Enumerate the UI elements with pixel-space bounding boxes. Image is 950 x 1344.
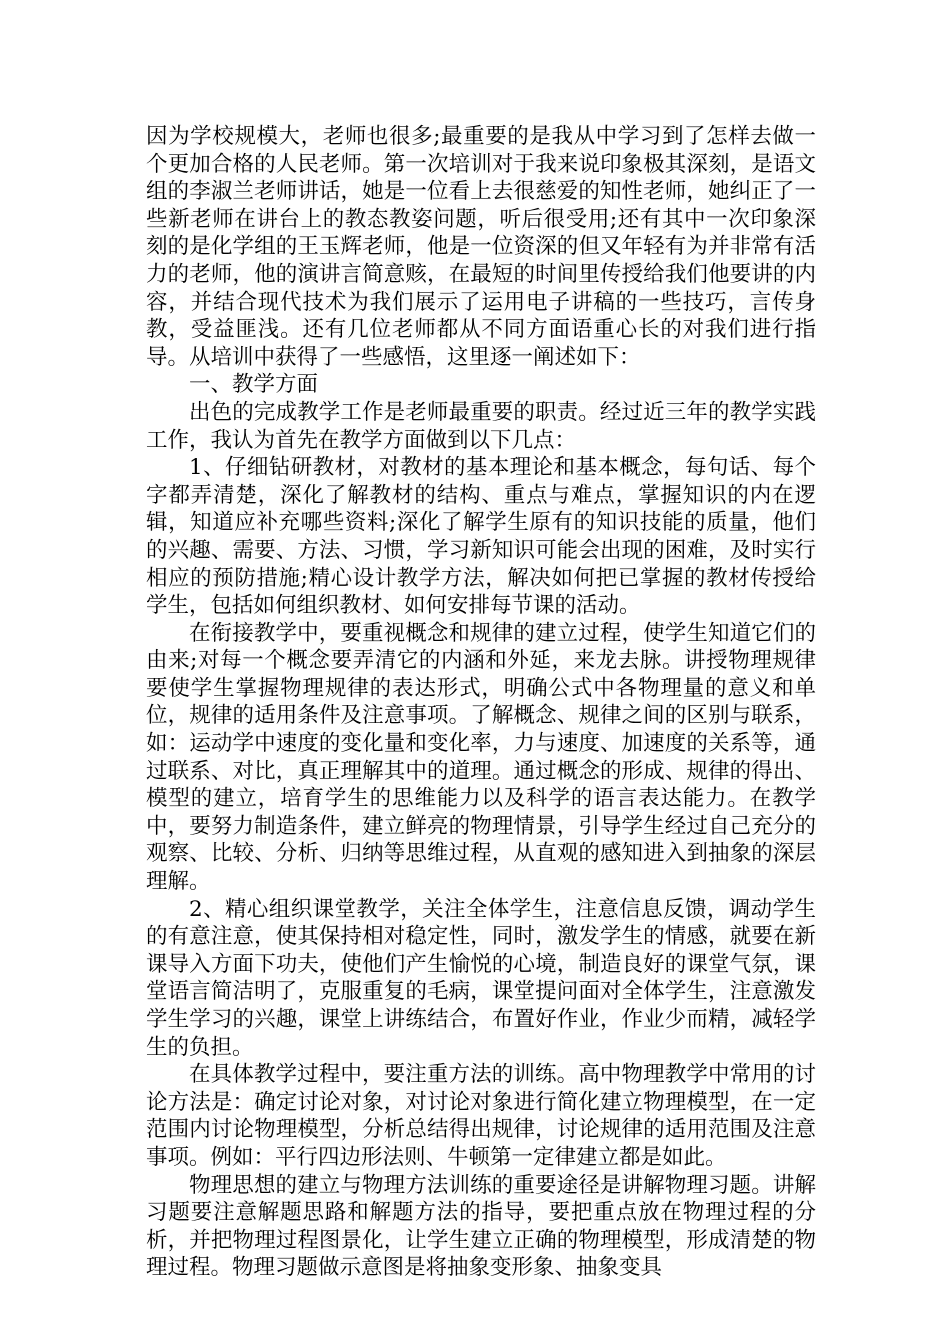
section-heading-teaching: 一、教学方面	[189, 372, 319, 398]
paragraph-method-training: 在具体教学过程中，要注重方法的训练。高中物理教学中常用的讨论方法是：确定讨论对象，对讨论对象进行简化建立物理模型，在一定范围内讨论物理模型，分析总结得出规律，讨论规律的适用范围及注意事项。例如：平行四边形法则、牛顿第一定律建立都是如此。	[146, 1062, 816, 1170]
document-body	[146, 123, 816, 1282]
paragraph-concepts-laws: 在衔接教学中，要重视概念和规律的建立过程，使学生知道它们的由来;对每一个概念要弄清它的内涵和外延，来龙去脉。讲授物理规律要使学生掌握物理规律的表达形式，明确公式中各物理量的意义和单位，规律的适用条件及注意事项。了解概念、规律之间的区别与联系，如：运动学中速度的变化量和变化率，力与速度、加速度的关系等，通过联系、对比，真正理解其中的道理。通过概念的形成、规律的得出、模型的建立，培育学生的思维能力以及科学的语言表达能力。在教学中，要努力制造条件，建立鲜亮的物理情景，引导学生经过自己充分的观察、比较、分析、归纳等思维过程，从直观的感知进入到抽象的深层理解。	[146, 620, 816, 895]
paragraph-intro-continued: 因为学校规模大，老师也很多;最重要的是我从中学习到了怎样去做一个更加合格的人民老师。第一次培训对于我来说印象极其深刻，是语文组的李淑兰老师讲话，她是一位看上去很慈爱的知性老师，她纠正了一些新老师在讲台上的教态教姿问题，听后很受用;还有其中一次印象深刻的是化学组的王玉辉老师，他是一位资深的但又年轻有为并非常有活力的老师，他的演讲言简意赅，在最短的时间里传授给我们他要讲的内容，并结合现代技术为我们展示了运用电子讲稿的一些技巧，言传身教，受益匪浅。还有几位老师都从不同方面语重心长的对我们进行指导。从培训中获得了一些感悟，这里逐一阐述如下：	[146, 124, 816, 370]
paragraph-exercises: 物理思想的建立与物理方法训练的重要途径是讲解物理习题。讲解习题要注意解题思路和解题方法的指导，要把重点放在物理过程的分析，并把物理过程图景化，让学生建立正确的物理模型，形成清楚的物理过程。物理习题做示意图是将抽象变形象、抽象变具	[146, 1172, 816, 1281]
paragraph-teaching-duty: 出色的完成教学工作是老师最重要的职责。经过近三年的教学实践工作，我认为首先在教学方面做到以下几点：	[146, 399, 816, 453]
paragraph-point-2: 2、精心组织课堂教学，关注全体学生，注意信息反馈，调动学生的有意注意，使其保持相对稳定性，同时，激发学生的情感，就要在新课导入方面下功夫，使他们产生愉悦的心境，制造良好的课堂气氛，课堂语言简洁明了，克服重复的毛病，课堂提问面对全体学生，注意激发学生学习的兴趣，课堂上讲练结合，布置好作业，作业少而精，减轻学生的负担。	[146, 896, 816, 1060]
paragraph-point-1: 1、仔细钻研教材，对教材的基本理论和基本概念，每句话、每个字都弄清楚，深化了解教材的结构、重点与难点，掌握知识的内在逻辑，知道应补充哪些资料;深化了解学生原有的知识技能的质量，他们的兴趣、需要、方法、习惯，学习新知识可能会出现的困难，及时实行相应的预防措施;精心设计教学方法，解决如何把已掌握的教材传授给学生，包括如何组织教材、如何安排每节课的活动。	[146, 455, 816, 619]
